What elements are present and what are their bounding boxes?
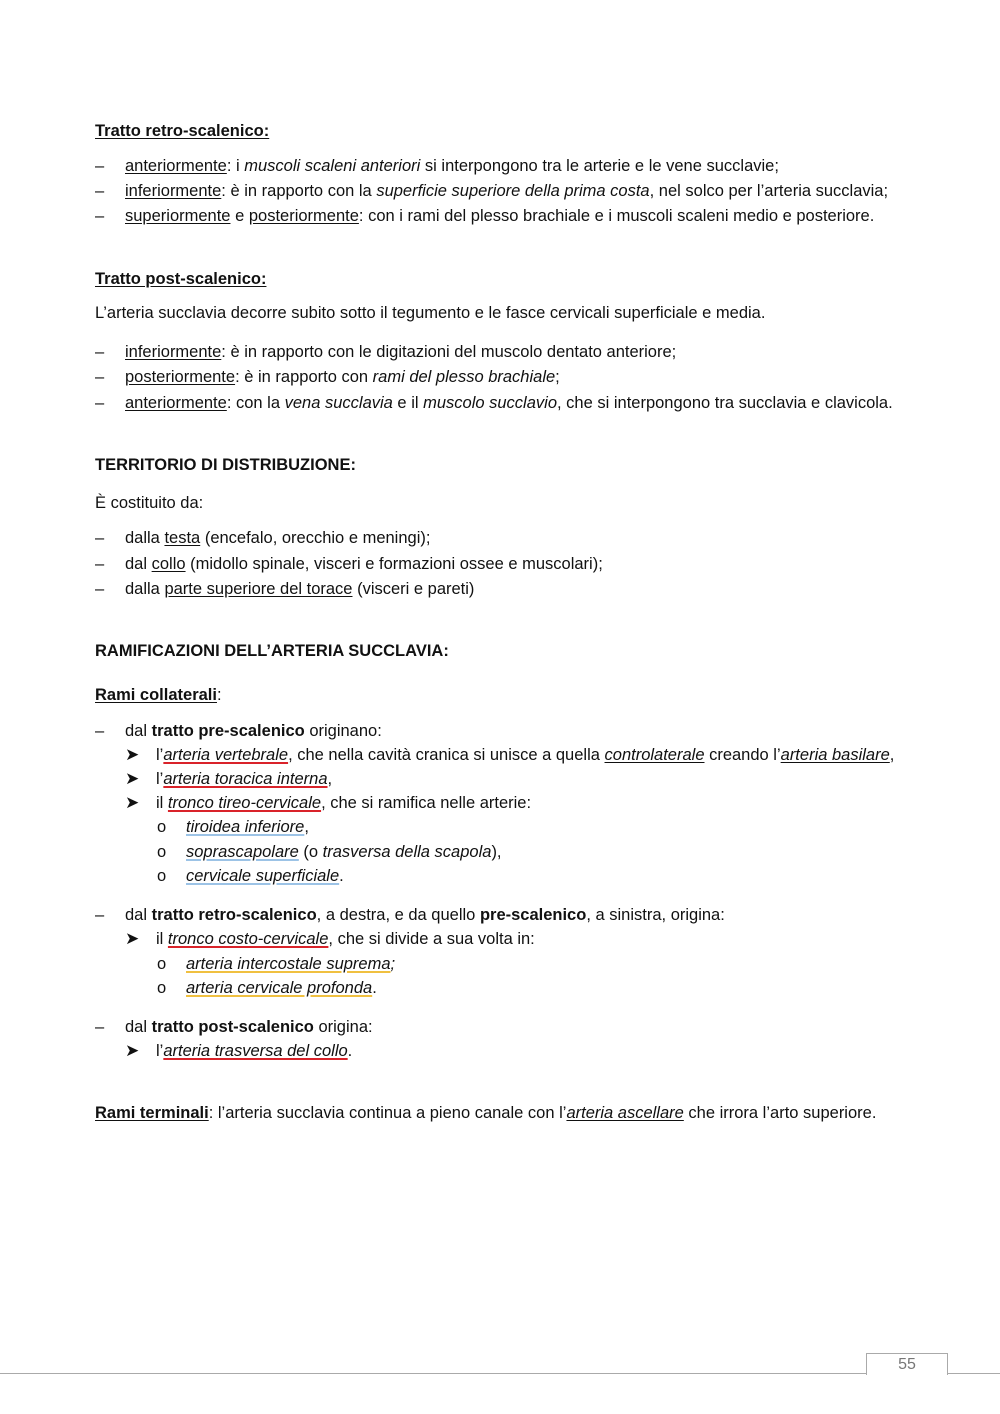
circle-bullet: o [157,818,167,836]
list-item: inferiormente: è in rapporto con la superficie superiore della prima costa, nel solco per l’arteria succlavia; [125,182,889,200]
dash-bullet: – [95,906,105,924]
list-item: l’arteria toracica interna, [156,770,333,788]
list-item: tiroidea inferiore, [186,818,309,836]
list-item: dal tratto pre-scalenico originano: [125,722,382,740]
list-item: inferiormente: è in rapporto con le digitazioni del muscolo dentato anteriore; [125,343,677,361]
dash-bullet: – [95,529,105,547]
list-item: anteriormente: i muscoli scaleni anteriori si interpongono tra le arterie e le vene succlavie; [125,157,779,175]
list-item: dal tratto post-scalenico origina: [125,1018,373,1036]
arrow-bullet-icon: ➤ [125,769,140,788]
arrow-bullet-icon: ➤ [125,929,140,948]
dash-bullet: – [95,1018,105,1036]
paragraph: L’arteria succlavia decorre subito sotto il tegumento e le fasce cervicali superficiale e media. [95,304,766,322]
list-item: anteriormente: con la vena succlavia e il muscolo succlavio, che si interpongono tra succlavia e clavicola. [125,394,893,412]
subheading-collaterali: Rami collaterali: [95,686,222,704]
circle-bullet: o [157,867,167,885]
section-heading-post: Tratto post-scalenico: [95,270,267,288]
dash-bullet: – [95,157,105,175]
dash-bullet: – [95,343,105,361]
arrow-bullet-icon: ➤ [125,1041,140,1060]
paragraph: È costituito da: [95,494,204,512]
circle-bullet: o [157,955,167,973]
paragraph-terminali: Rami terminali: l’arteria succlavia continua a pieno canale con l’arteria ascellare che irrora l’arto superiore. [95,1104,877,1122]
list-item: dalla testa (encefalo, orecchio e meningi); [125,529,431,547]
list-item: l’arteria vertebrale, che nella cavità cranica si unisce a quella controlaterale creando l’arteria basilare, [156,746,895,764]
dash-bullet: – [95,394,105,412]
list-item: arteria cervicale profonda. [186,979,377,997]
dash-bullet: – [95,207,105,225]
dash-bullet: – [95,580,105,598]
arrow-bullet-icon: ➤ [125,793,140,812]
list-item: superiormente e posteriormente: con i rami del plesso brachiale e i muscoli scaleni medio e posteriore. [125,207,875,225]
circle-bullet: o [157,979,167,997]
list-item: dal tratto retro-scalenico, a destra, e da quello pre-scalenico, a sinistra, origina: [125,906,725,924]
page-number: 55 [898,1356,916,1373]
list-item: l’arteria trasversa del collo. [156,1042,353,1060]
list-item: il tronco tireo-cervicale, che si ramifica nelle arterie: [156,794,532,812]
section-heading-ramificazioni: RAMIFICAZIONI DELL’ARTERIA SUCCLAVIA: [95,642,449,660]
footer-divider [0,1373,1000,1374]
list-item: il tronco costo-cervicale, che si divide a sua volta in: [156,930,535,948]
section-heading-territorio: TERRITORIO DI DISTRIBUZIONE: [95,456,356,474]
list-item: arteria intercostale suprema; [186,955,396,973]
list-item: soprascapolare (o trasversa della scapola), [186,843,502,861]
list-item: cervicale superficiale. [186,867,344,885]
dash-bullet: – [95,182,105,200]
list-item: posteriormente: è in rapporto con rami del plesso brachiale; [125,368,560,386]
circle-bullet: o [157,843,167,861]
list-item: dalla parte superiore del torace (visceri e pareti) [125,580,475,598]
section-heading-retro: Tratto retro-scalenico: [95,122,270,140]
dash-bullet: – [95,722,105,740]
dash-bullet: – [95,368,105,386]
dash-bullet: – [95,555,105,573]
list-item: dal collo (midollo spinale, visceri e formazioni ossee e muscolari); [125,555,603,573]
arrow-bullet-icon: ➤ [125,745,140,764]
